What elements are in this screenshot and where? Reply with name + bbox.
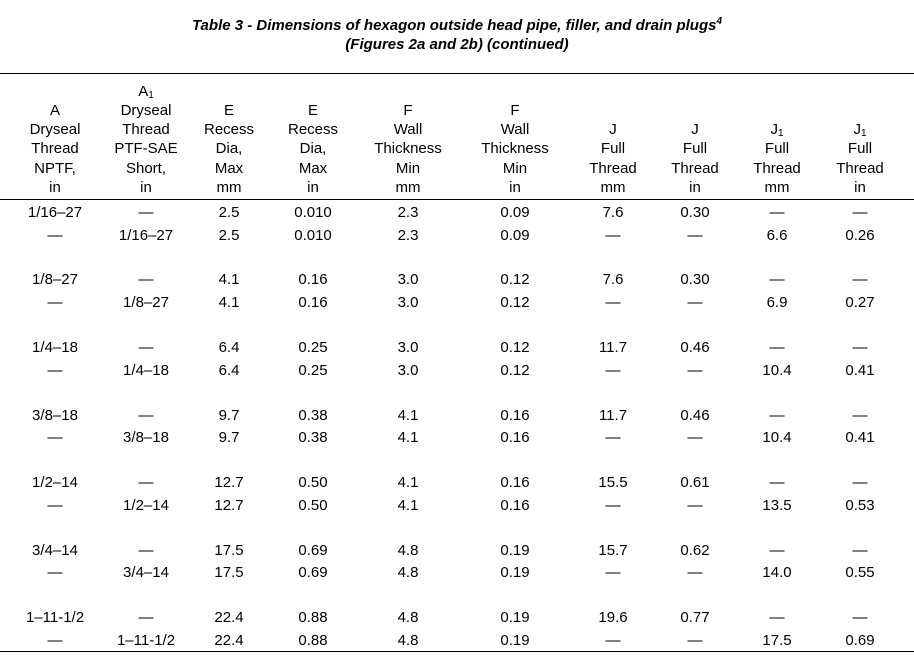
column-header-line: in — [689, 178, 701, 196]
column-header-line: Max — [298, 159, 328, 177]
table-cell: 0.19 — [500, 632, 530, 649]
column-header-line: Wall — [393, 121, 423, 139]
table-cell: — — [769, 474, 785, 491]
table-cell: 17.5 — [214, 542, 244, 559]
table-cell: — — [687, 429, 703, 446]
table-cell: 2.5 — [218, 227, 240, 244]
table-cell: — — [852, 474, 868, 491]
column-header-line: Thread — [589, 159, 637, 177]
column-header-line: mm — [216, 178, 242, 196]
table-cell: 7.6 — [602, 204, 624, 221]
table-cell: 4.1 — [397, 407, 419, 424]
table-cell: 0.16 — [298, 271, 328, 288]
table-cell: 0.41 — [845, 362, 875, 379]
table-cell: 0.69 — [298, 542, 328, 559]
column-header — [374, 101, 442, 197]
table-cell: 4.8 — [397, 564, 419, 581]
table-cell: 6.6 — [766, 227, 788, 244]
column-header-line: in — [307, 178, 319, 196]
header-bottom-rule — [0, 199, 914, 200]
table-cell: 0.12 — [500, 271, 530, 288]
table-cell: 12.7 — [214, 497, 244, 514]
column-header-line: Dryseal — [29, 121, 81, 139]
table-cell: 0.53 — [845, 497, 875, 514]
table-cell: 1–11-1/2 — [116, 632, 176, 649]
column-header-line: Thread — [31, 140, 79, 158]
table-cell: 13.5 — [762, 497, 792, 514]
column-header-line: Dia, — [299, 140, 327, 158]
table-cell: — — [769, 339, 785, 356]
table-cell: — — [605, 497, 621, 514]
table-cell: 3.0 — [397, 294, 419, 311]
table-cell: 2.5 — [218, 204, 240, 221]
column-header-line: mm — [764, 178, 790, 196]
table-cell: 0.09 — [500, 204, 530, 221]
table-cell: 10.4 — [762, 362, 792, 379]
table-cell: 10.4 — [762, 429, 792, 446]
table-title-line-2: (Figures 2a and 2b) (continued) — [345, 36, 569, 53]
table-cell: 0.77 — [680, 609, 710, 626]
table-cell: 0.50 — [298, 497, 328, 514]
table-cell: — — [769, 609, 785, 626]
column-header-symbol: J — [853, 121, 861, 139]
table-cell: 4.8 — [397, 632, 419, 649]
table-cell: 1/8–27 — [32, 271, 78, 288]
table-cell: 0.88 — [298, 632, 328, 649]
column-header-line: Short, — [125, 159, 167, 177]
table-cell: 1/2–14 — [32, 474, 78, 491]
table-cell: 1/4–18 — [123, 362, 169, 379]
table-title — [0, 16, 914, 54]
table-cell: 0.010 — [294, 204, 332, 221]
table-cell: — — [138, 542, 154, 559]
table-cell: — — [605, 294, 621, 311]
table-cell: 3.0 — [397, 339, 419, 356]
column-header-line: Max — [214, 159, 244, 177]
column-header-line: Full — [764, 140, 790, 158]
table-cell: 4.1 — [397, 429, 419, 446]
table-title-text: Table 3 - Dimensions of hexagon outside head pipe, filler, and drain plugs — [191, 17, 717, 34]
table-cell: 12.7 — [214, 474, 244, 491]
table-cell: — — [852, 204, 868, 221]
column-header-line: Thread — [753, 159, 801, 177]
table-cell: 4.1 — [397, 497, 419, 514]
table-cell: 0.26 — [845, 227, 875, 244]
table-cell: 0.38 — [298, 429, 328, 446]
table-cell: — — [138, 407, 154, 424]
table-cell: 3.0 — [397, 362, 419, 379]
table-cell: 4.8 — [397, 542, 419, 559]
table-cell: 0.69 — [298, 564, 328, 581]
table-cell: — — [605, 632, 621, 649]
table-cell: 4.8 — [397, 609, 419, 626]
table-cell: — — [605, 564, 621, 581]
table-cell: 7.6 — [602, 271, 624, 288]
column-header-line: mm — [600, 178, 626, 196]
table-cell: 3.0 — [397, 271, 419, 288]
table-cell: 14.0 — [762, 564, 792, 581]
column-header-line — [836, 120, 884, 139]
column-header-symbol: A — [138, 82, 149, 100]
table-cell: 0.25 — [298, 339, 328, 356]
table-cell: — — [605, 429, 621, 446]
column-header-line: Thread — [671, 159, 719, 177]
table-cell: 0.30 — [680, 204, 710, 221]
table-cell: — — [852, 271, 868, 288]
column-header-line: J — [691, 121, 699, 139]
column-header-line: in — [509, 178, 521, 196]
table-title-line-1 — [0, 16, 914, 35]
table-cell: 0.30 — [680, 271, 710, 288]
table-cell: — — [687, 227, 703, 244]
column-header-line: in — [140, 178, 152, 196]
column-header-line: Thickness — [374, 140, 442, 158]
table-top-rule — [0, 73, 914, 74]
table-cell: 0.12 — [500, 294, 530, 311]
table-cell: 4.1 — [218, 294, 240, 311]
table-cell: 6.9 — [766, 294, 788, 311]
column-header-line: Min — [395, 159, 421, 177]
column-header-line: Full — [847, 140, 873, 158]
table-cell: 0.38 — [298, 407, 328, 424]
table-cell: — — [687, 632, 703, 649]
table-cell: 0.50 — [298, 474, 328, 491]
table-cell: 3/4–14 — [32, 542, 78, 559]
table-cell: 0.12 — [500, 339, 530, 356]
table-cell: 11.7 — [598, 339, 628, 356]
table-cell: — — [852, 542, 868, 559]
table-cell: 0.46 — [680, 407, 710, 424]
table-cell: 2.3 — [397, 204, 419, 221]
column-header-line: A — [49, 102, 61, 119]
table-cell: 17.5 — [214, 564, 244, 581]
table-cell: 0.25 — [298, 362, 328, 379]
table-cell: 9.7 — [218, 429, 240, 446]
table-cell: — — [769, 204, 785, 221]
table-cell: 3/8–18 — [123, 429, 169, 446]
table-cell: — — [47, 632, 63, 649]
table-cell: 6.4 — [218, 362, 240, 379]
table-cell: — — [47, 564, 63, 581]
table-cell: 1/2–14 — [123, 497, 169, 514]
column-header-line: Min — [502, 159, 528, 177]
table-cell: 22.4 — [214, 609, 244, 626]
column-header-line: PTF-SAE — [114, 140, 178, 158]
table-cell: 2.3 — [397, 227, 419, 244]
table-cell: 19.6 — [598, 609, 628, 626]
table-cell: 1/16–27 — [27, 204, 83, 221]
table-cell: 4.1 — [218, 271, 240, 288]
table-cell: — — [605, 362, 621, 379]
table-cell: 0.16 — [500, 474, 530, 491]
table-cell: — — [852, 339, 868, 356]
column-header-line: Dryseal — [120, 102, 172, 119]
table-cell: — — [769, 271, 785, 288]
table-cell: — — [687, 294, 703, 311]
table-cell: — — [769, 407, 785, 424]
table-cell: 15.5 — [598, 474, 628, 491]
table-cell: 4.1 — [397, 474, 419, 491]
table-cell: 11.7 — [598, 407, 628, 424]
table-cell: — — [138, 204, 154, 221]
column-header-line: F — [510, 102, 520, 119]
table-cell: 3/8–18 — [32, 407, 78, 424]
column-header — [204, 101, 254, 197]
table-cell: — — [47, 429, 63, 446]
column-header — [114, 82, 177, 197]
column-header — [481, 101, 549, 197]
column-header-line: Full — [600, 140, 626, 158]
table-cell: 17.5 — [762, 632, 792, 649]
table-cell: — — [687, 497, 703, 514]
table-cell: 0.010 — [294, 227, 332, 244]
table-cell: 0.41 — [845, 429, 875, 446]
table-cell: — — [138, 609, 154, 626]
column-header-line: mm — [395, 178, 421, 196]
table-cell: — — [605, 227, 621, 244]
table-cell: — — [47, 294, 63, 311]
table-cell: 0.19 — [500, 542, 530, 559]
table-cell: 6.4 — [218, 339, 240, 356]
column-header-line: E — [223, 102, 234, 119]
table-cell: 0.61 — [680, 474, 710, 491]
table-cell: — — [47, 227, 63, 244]
table-cell: 0.55 — [845, 564, 875, 581]
table-cell: 0.19 — [500, 609, 530, 626]
column-header-line — [114, 82, 177, 101]
column-header-subscript: 1 — [777, 128, 784, 140]
table-cell: — — [47, 497, 63, 514]
table-cell: — — [852, 407, 868, 424]
table-cell: 0.16 — [500, 497, 530, 514]
column-header — [288, 101, 338, 197]
column-header-line: Full — [682, 140, 708, 158]
table-cell: 0.46 — [680, 339, 710, 356]
column-header-line: Recess — [287, 121, 339, 139]
table-cell: 3/4–14 — [123, 564, 169, 581]
table-cell: 1/4–18 — [32, 339, 78, 356]
column-header — [836, 120, 884, 197]
column-header-line: F — [403, 102, 413, 119]
table-cell: 1–11-1/2 — [25, 609, 85, 626]
table-cell: 1/8–27 — [123, 294, 169, 311]
table-cell: 15.7 — [598, 542, 628, 559]
table-cell: 0.16 — [500, 429, 530, 446]
column-header-line: E — [307, 102, 318, 119]
table-cell: 0.62 — [680, 542, 710, 559]
table-cell: 22.4 — [214, 632, 244, 649]
column-header-line: Thread — [836, 159, 884, 177]
table-cell: — — [687, 362, 703, 379]
table-cell: — — [138, 339, 154, 356]
table-cell: 0.19 — [500, 564, 530, 581]
column-header-line: in — [49, 178, 61, 196]
column-header — [753, 120, 801, 197]
column-header-line — [753, 120, 801, 139]
column-header-line: in — [854, 178, 866, 196]
table-cell: — — [138, 474, 154, 491]
table-cell: 9.7 — [218, 407, 240, 424]
table-cell: 0.69 — [845, 632, 875, 649]
column-header-line: Thread — [122, 121, 170, 139]
table-cell: 0.88 — [298, 609, 328, 626]
column-header-line: J — [609, 121, 617, 139]
table-cell: 0.27 — [845, 294, 875, 311]
table-cell: 1/16–27 — [118, 227, 174, 244]
column-header-line: Thickness — [481, 140, 549, 158]
table-cell: 0.09 — [500, 227, 530, 244]
table-cell: — — [852, 609, 868, 626]
table-cell: — — [47, 362, 63, 379]
table-bottom-rule — [0, 651, 914, 652]
column-header-line: NPTF, — [34, 159, 76, 177]
column-header — [589, 120, 637, 197]
table-cell: 0.12 — [500, 362, 530, 379]
column-header-line: Wall — [500, 121, 530, 139]
column-header — [30, 101, 81, 197]
table-cell: — — [687, 564, 703, 581]
column-header-symbol: J — [770, 121, 778, 139]
column-header-subscript: 1 — [860, 128, 867, 140]
column-header — [671, 120, 719, 197]
footnote-marker: 4 — [716, 16, 723, 27]
table-cell: 0.16 — [298, 294, 328, 311]
column-header-line: Dia, — [215, 140, 243, 158]
table-cell: 0.16 — [500, 407, 530, 424]
column-header-line: Recess — [203, 121, 255, 139]
column-header-subscript: 1 — [148, 89, 154, 101]
table-cell: — — [138, 271, 154, 288]
table-cell: — — [769, 542, 785, 559]
